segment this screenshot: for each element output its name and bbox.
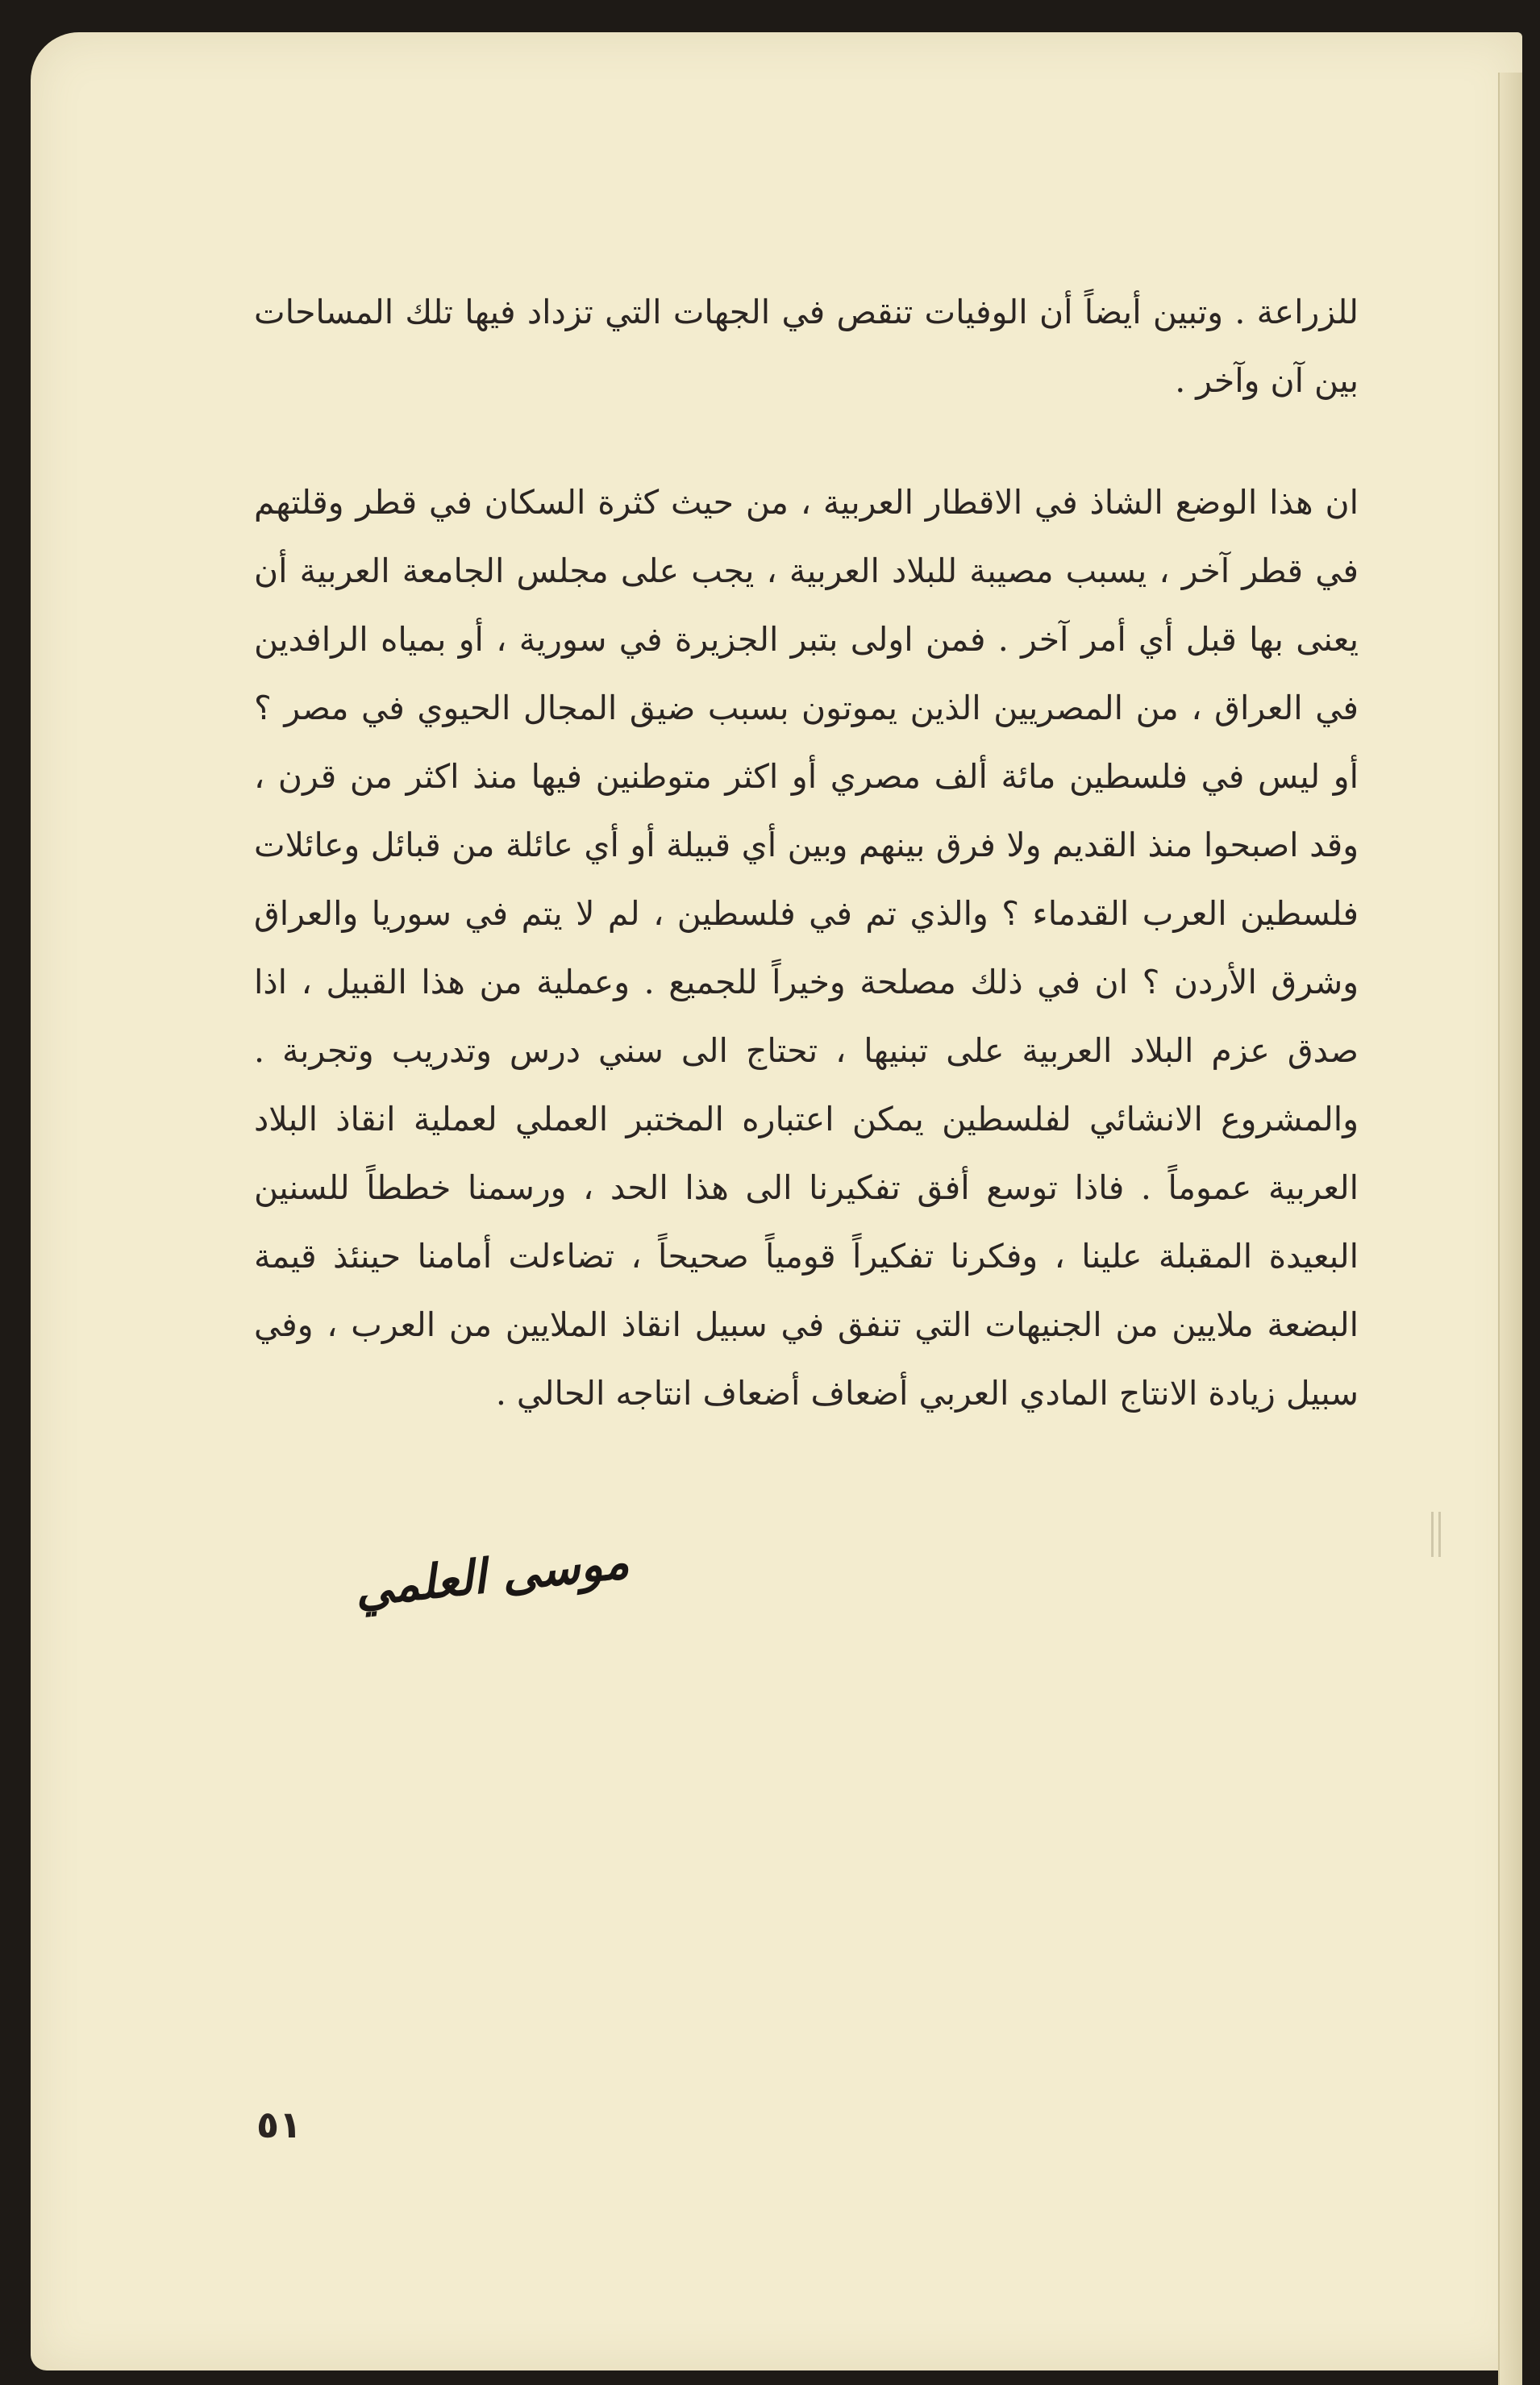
author-signature: موسى العلمي [352, 1534, 632, 1617]
body-text [254, 278, 1359, 1428]
paragraph-1: للزراعة . وتبين أيضاً أن الوفيات تنقص في الجهات التي تزداد فيها تلك المساحات بين آن وآخر . [254, 293, 1359, 400]
bleed-through-mark [1431, 1512, 1441, 1557]
page-number: ٥١ [256, 2103, 302, 2146]
next-page-edge [1498, 73, 1522, 2385]
paragraph-2: ان هذا الوضع الشاذ في الاقطار العربية ، من حيث كثرة السكان في قطر وقلتهم في قطر آخر ، يسبب مصيبة للبلاد العربية ، يجب على مجلس الجامعة العربية أن يعنى بها قبل أي أمر آخر . فمن اولى بتبر الجزيرة في سورية ، أو بمياه الرافدين في العراق ، من المصريين الذين يموتون بسبب ضيق المجال الحيوي في مصر ؟ أو ليس في فلسطين مائة ألف مصري أو اكثر متوطنين فيها منذ اكثر من قرن ، وقد اصبحوا منذ القديم ولا فرق بينهم وبين أي قبيلة أو أي عائلة من قبائل وعائلات فلسطين العرب القدماء ؟ والذي تم في فلسطين ، لم لا يتم في سوريا والعراق وشرق الأردن ؟ ان في ذلك مصلحة وخيراً للجميع . وعملية من هذا القبيل ، اذا صدق عزم البلاد العربية على تبنيها ، تحتاج الى سني درس وتدريب وتجربة . والمشروع الانشائي لفلسطين يمكن اعتباره المختبر العملي لعملية انقاذ البلاد العربية عموماً . فاذا توسع أفق تفكيرنا الى هذا الحد ، ورسمنا خططاً للسنين البعيدة المقبلة علينا ، وفكرنا تفكيراً قومياً صحيحاً ، تضاءلت أمامنا حينئذ قيمة البضعة ملايين من الجنيهات التي تنفق في سبيل انقاذ الملايين من العرب ، وفي سبيل زيادة الانتاج المادي العربي أضعاف أضعاف انتاجه الحالي . [254, 483, 1359, 1413]
